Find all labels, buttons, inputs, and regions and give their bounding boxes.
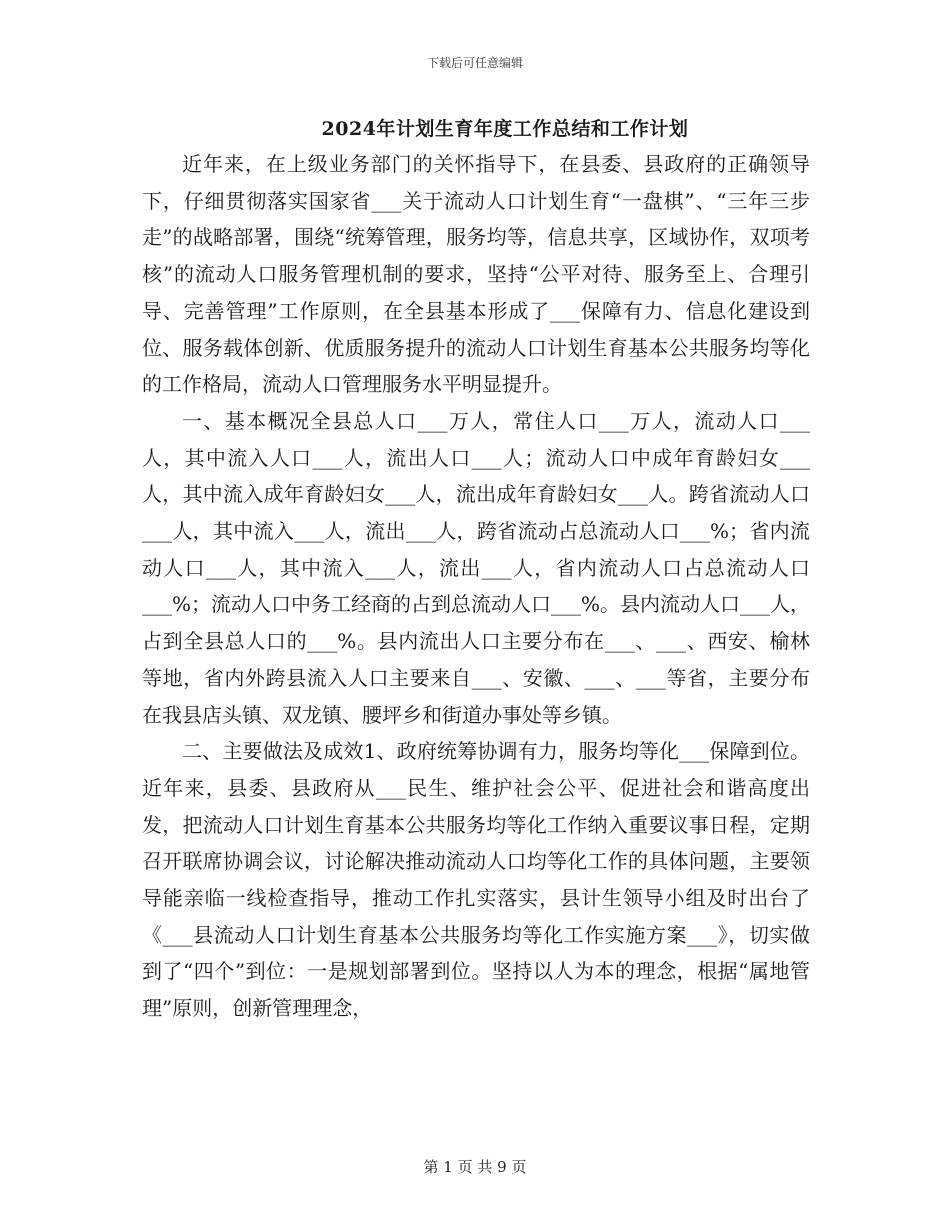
document-body [142, 146, 810, 1027]
paragraph-overview: 一、基本概况全县总人口___万人，常住人口___万人，流动人口___人，其中流入人口___人，流出人口___人；流动人口中成年育龄妇女___人，其中流入成年育龄妇女___人，流出成年育龄妇女___人。跨省流动人口___人，其中流入___人，流出___人，跨省流动占总流动人口___%；省内流动人口___人，其中流入___人，流出___人，省内流动人口占总流动人口___%；流动人口中务工经商的占到总流动人口___%。县内流动人口___人，占到全县总人口的___%。县内流出人口主要分布在___、___、西安、榆林等地，省内外跨县流入人口主要来自___、安徽、___、___等省，主要分布在我县店头镇、双龙镇、腰坪乡和街道办事处等乡镇。 [142, 408, 811, 727]
paragraph-measures: 二、主要做法及成效1、政府统筹协调有力，服务均等化___保障到位。近年来，县委、县政府从___民生、维护社会公平、促进社会和谐高度出发，把流动人口计划生育基本公共服务均等化工作纳入重要议事日程，定期召开联席协调会议，讨论解决推动流动人口均等化工作的具体问题，主要领导能亲临一线检查指导，推动工作扎实落实，县计生领导小组及时出台了《___县流动人口计划生育基本公共服务均等化工作实施方案___》，切实做到了“四个”到位：一是规划部署到位。坚持以人为本的理念，根据“属地管理”原则，创新管理理念， [142, 739, 810, 1021]
page-footer: 第 1 页 共 9 页 [423, 1158, 527, 1176]
document-title: 2024年计划生育年度工作总结和工作计划 [321, 118, 689, 140]
header-note: 下载后可任意编辑 [426, 56, 523, 70]
paragraph-intro: 近年来，在上级业务部门的关怀指导下，在县委、县政府的正确领导下，仔细贯彻落实国家省___关于流动人口计划生育“一盘棋”、“三年三步走”的战略部署，围绕“统筹管理，服务均等，信息共享，区域协作，双项考核”的流动人口服务管理机制的要求，坚持“公平对待、服务至上、合理引导、完善管理”工作原则，在全县基本形成了___保障有力、信息化建设到位、服务载体创新、优质服务提升的流动人口计划生育基本公共服务均等化的工作格局，流动人口管理服务水平明显提升。 [142, 152, 810, 397]
